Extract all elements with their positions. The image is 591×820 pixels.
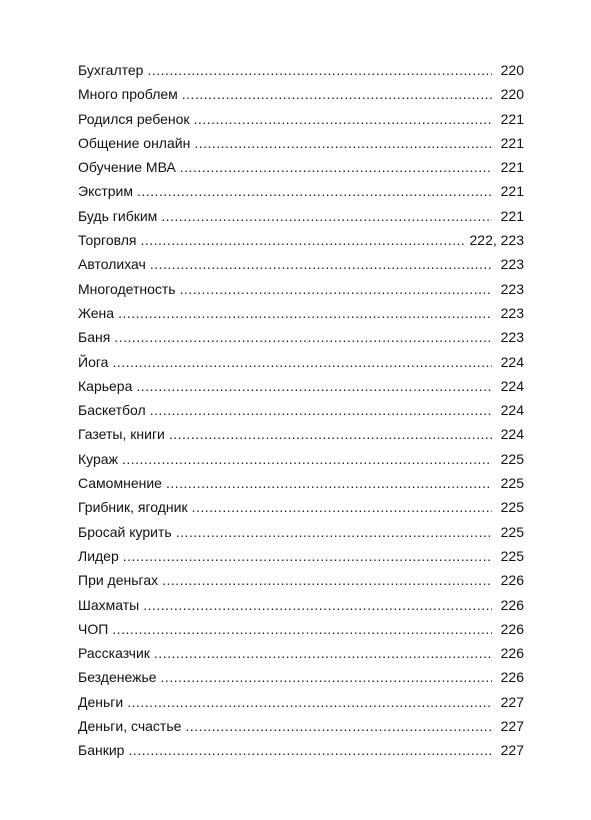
toc-entry (78, 447, 524, 471)
toc-dot-leader (180, 155, 492, 179)
toc-entry-page-number: 224 (500, 377, 524, 394)
toc-entry-page-number: 226 (500, 596, 524, 613)
toc-entry-page-number: 225 (500, 475, 524, 492)
toc-entry-title: Деньги, счастье (78, 718, 182, 735)
toc-entry (78, 228, 524, 252)
toc-entry (78, 617, 524, 641)
toc-dot-leader (123, 544, 492, 568)
toc-entry-page-number: 222, 223 (469, 232, 524, 249)
toc-entry-page-number: 227 (500, 742, 524, 759)
toc-entry-page-number: 226 (500, 669, 524, 686)
toc-entry (78, 82, 524, 106)
toc-dot-leader (136, 374, 492, 398)
toc-entry (78, 471, 524, 495)
toc-dot-leader (192, 495, 492, 519)
toc-entry-title: Рассказчик (78, 645, 150, 662)
toc-dot-leader (112, 617, 492, 641)
toc-dot-leader (114, 325, 492, 349)
toc-dot-leader (127, 690, 492, 714)
toc-entry-page-number: 223 (500, 280, 524, 297)
toc-entry (78, 520, 524, 544)
toc-dot-leader (194, 107, 492, 131)
toc-dot-leader (150, 252, 492, 276)
toc-entry-page-number: 226 (500, 620, 524, 637)
toc-dot-leader (182, 82, 492, 106)
toc-entry-title: Бросай курить (78, 523, 172, 540)
toc-dot-leader (150, 398, 492, 422)
toc-entry-title: Экстрим (78, 183, 133, 200)
toc-entry-page-number: 221 (500, 207, 524, 224)
toc-entry-title: Газеты, книги (78, 426, 165, 443)
toc-dot-leader (185, 714, 492, 738)
toc-dot-leader (122, 447, 492, 471)
toc-entry (78, 325, 524, 349)
toc-entry-title: Банкир (78, 742, 125, 759)
toc-entry (78, 252, 524, 276)
toc-entry-page-number: 220 (500, 62, 524, 78)
toc-dot-leader (143, 593, 492, 617)
toc-entry-page-number: 225 (500, 499, 524, 516)
toc-entry-title: При деньгах (78, 572, 159, 589)
toc-entry (78, 641, 524, 665)
toc-entry-title: Шахматы (78, 596, 140, 613)
toc-entry-page-number: 224 (500, 426, 524, 443)
toc-entry-page-number: 223 (500, 329, 524, 346)
toc-entry (78, 301, 524, 325)
toc-entry-title: ЧОП (78, 620, 109, 637)
toc-entry (78, 665, 524, 689)
toc-dot-leader (166, 471, 492, 495)
toc-dot-leader (194, 131, 492, 155)
toc-dot-leader (180, 277, 492, 301)
toc-entry-title: Автолихач (78, 256, 146, 273)
toc-entry-page-number: 226 (500, 645, 524, 662)
toc-dot-leader (140, 228, 465, 252)
toc-dot-leader (118, 301, 492, 325)
toc-entry (78, 690, 524, 714)
toc-entry (78, 131, 524, 155)
toc-entry-page-number: 224 (500, 402, 524, 419)
toc-entry-title: Торговля (78, 232, 137, 249)
toc-dot-leader (147, 58, 492, 82)
toc-entry-page-number: 225 (500, 450, 524, 467)
toc-entry (78, 544, 524, 568)
toc-entry-title: Баня (78, 329, 111, 346)
toc-entry-title: Карьера (78, 377, 133, 394)
toc-entry-title: Деньги (78, 693, 124, 710)
toc-entry-page-number: 226 (500, 572, 524, 589)
toc-entry-page-number: 225 (500, 547, 524, 564)
toc-entry-page-number: 221 (500, 183, 524, 200)
toc-entry (78, 277, 524, 301)
toc-entry-title: Кураж (78, 450, 118, 467)
toc-entry-title: Многодетность (78, 280, 176, 297)
toc-entry-page-number: 224 (500, 353, 524, 370)
toc-entry (78, 155, 524, 179)
toc-dot-leader (161, 665, 492, 689)
toc-entry-title: Много проблем (78, 86, 178, 103)
toc-entry-page-number: 220 (500, 86, 524, 103)
toc-entry-title: Лидер (78, 547, 119, 564)
toc-entry (78, 204, 524, 228)
toc-entry-page-number: 225 (500, 523, 524, 540)
toc-entry-page-number: 221 (500, 134, 524, 151)
toc-dot-leader (128, 738, 492, 762)
toc-entry-title: Родился ребенок (78, 110, 190, 127)
toc-entry (78, 374, 524, 398)
toc-dot-leader (154, 641, 492, 665)
toc-dot-leader (161, 204, 492, 228)
toc-entry-title: Безденежье (78, 669, 157, 686)
table-of-contents (78, 58, 524, 763)
toc-dot-leader (112, 350, 492, 374)
toc-entry-title: Бухгалтер (78, 62, 144, 78)
toc-entry-title: Грибник, ягодник (78, 499, 188, 516)
toc-entry (78, 398, 524, 422)
toc-entry-title: Жена (78, 304, 115, 321)
toc-dot-leader (169, 422, 492, 446)
toc-entry-title: Йога (78, 353, 109, 370)
toc-entry-title: Баскетбол (78, 402, 146, 419)
toc-entry-title: Будь гибким (78, 207, 158, 224)
toc-entry (78, 738, 524, 762)
toc-entry-title: Общение онлайн (78, 134, 191, 151)
toc-entry-page-number: 221 (500, 159, 524, 176)
toc-entry-page-number: 223 (500, 256, 524, 273)
toc-entry-page-number: 221 (500, 110, 524, 127)
toc-dot-leader (137, 179, 492, 203)
toc-entry-title: Обучение МВА (78, 159, 176, 176)
toc-dot-leader (176, 520, 492, 544)
toc-entry (78, 568, 524, 592)
toc-entry (78, 593, 524, 617)
toc-entry (78, 495, 524, 519)
toc-entry-page-number: 227 (500, 693, 524, 710)
toc-dot-leader (162, 568, 492, 592)
toc-entry (78, 350, 524, 374)
toc-entry-page-number: 223 (500, 304, 524, 321)
toc-entry (78, 58, 524, 82)
toc-entry-title: Самомнение (78, 475, 162, 492)
toc-entry (78, 179, 524, 203)
toc-entry (78, 714, 524, 738)
toc-entry (78, 107, 524, 131)
toc-entry-page-number: 227 (500, 718, 524, 735)
toc-entry (78, 422, 524, 446)
